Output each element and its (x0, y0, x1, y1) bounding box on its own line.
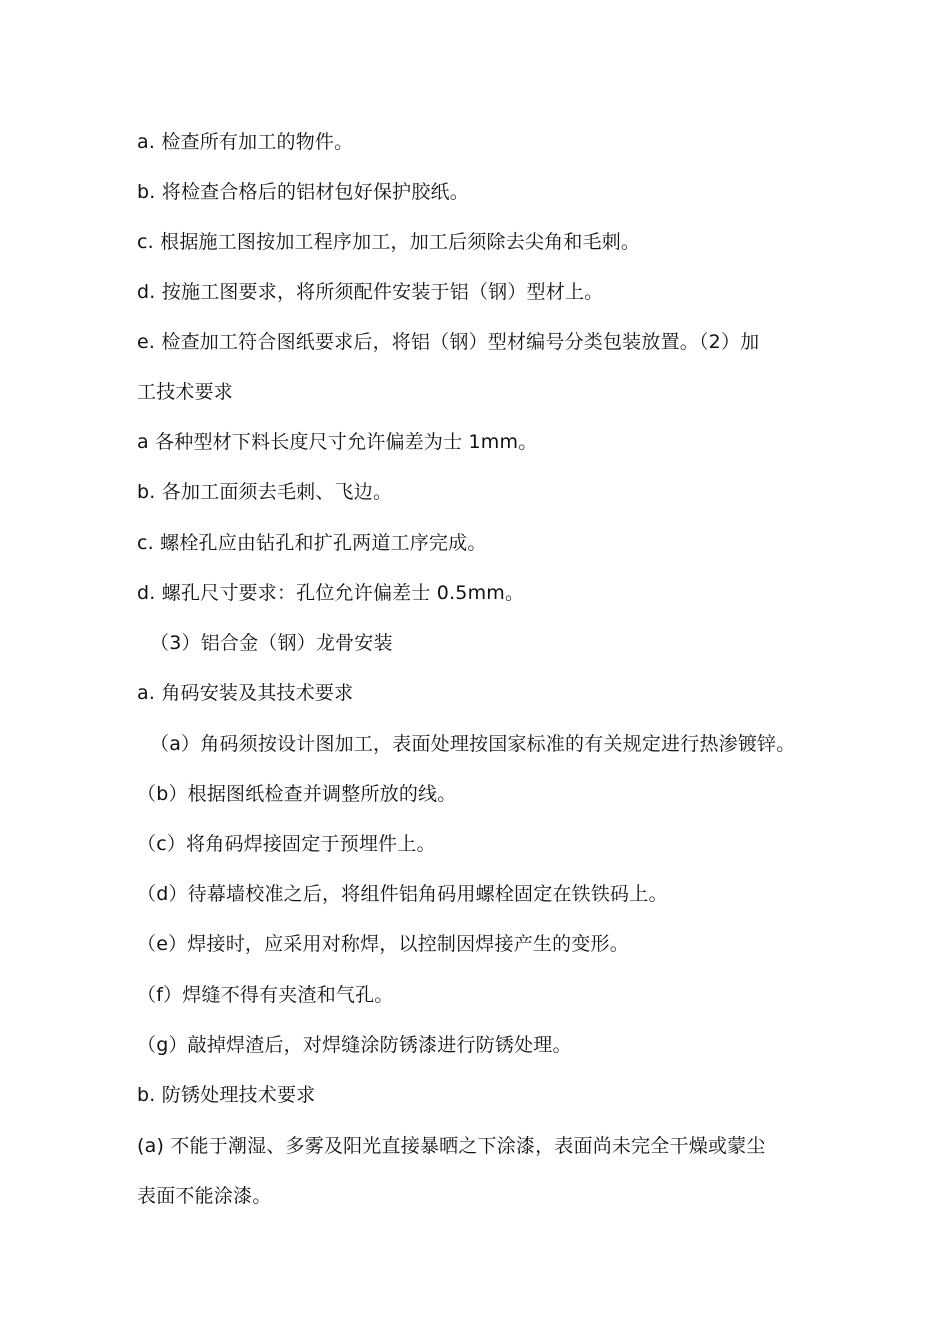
subsection-heading: b. 防锈处理技术要求 (137, 1084, 316, 1106)
text-line: b. 各加工面须去毛刺、飞边。 (137, 481, 393, 503)
text-line: e. 检查加工符合图纸要求后，将铝（钢）型材编号分类包装放置。（2）加 (137, 331, 760, 353)
text-line: c. 螺栓孔应由钻孔和扩孔两道工序完成。 (137, 532, 487, 554)
text-line: 工技术要求 (137, 381, 234, 403)
text-line: （g）敲掉焊渣后，对焊缝涂防锈漆进行防锈处理。 (137, 1034, 572, 1056)
text-line: d. 按施工图要求，将所须配件安装于铝（钢）型材上。 (137, 281, 604, 303)
text-line: 表面不能涂漆。 (137, 1185, 272, 1207)
text-line: （a）角码须按设计图加工，表面处理按国家标准的有关规定进行热渗镀锌。 (150, 733, 796, 755)
text-line: d. 螺孔尺寸要求：孔位允许偏差士 0.5mm。 (137, 582, 525, 604)
text-line: （d）待幕墙校准之后，将组件铝角码用螺栓固定在铁铁码上。 (137, 883, 668, 905)
text-line: （c）将角码焊接固定于预埋件上。 (137, 833, 436, 855)
text-line: a. 检查所有加工的物件。 (137, 131, 354, 153)
subsection-heading: a. 角码安装及其技术要求 (137, 682, 354, 704)
text-line: b. 将检查合格后的铝材包好保护胶纸。 (137, 181, 469, 203)
text-line: （e）焊接时，应采用对称焊，以控制因焊接产生的变形。 (137, 933, 629, 955)
text-line: a 各种型材下料长度尺寸允许偏差为士 1mm。 (137, 431, 538, 453)
text-line: （f）焊缝不得有夹渣和气孔。 (137, 984, 394, 1006)
text-line: （b）根据图纸检查并调整所放的线。 (137, 783, 457, 805)
text-line: (a) 不能于潮湿、多雾及阳光直接暴晒之下涂漆，表面尚未完全干燥或蒙尘 (137, 1135, 766, 1157)
section-heading: （3）铝合金（钢）龙骨安装 (150, 632, 393, 654)
text-line: c. 根据施工图按加工程序加工，加工后须除去尖角和毛刺。 (137, 231, 641, 253)
